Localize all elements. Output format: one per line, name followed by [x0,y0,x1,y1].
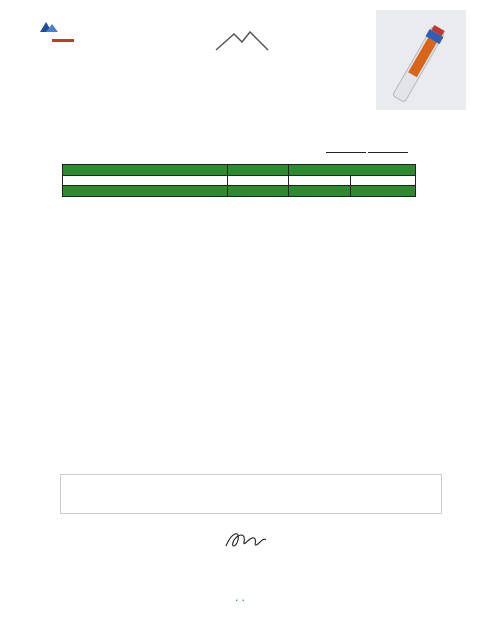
table-subheader [63,175,416,186]
results-header [289,165,416,176]
customer-info [38,87,92,88]
anab-bar [52,39,74,42]
table-header [63,165,416,176]
footer: • • [234,598,246,604]
analysis-date [368,152,408,153]
altitude-logo [196,30,288,57]
pct-header [289,175,350,186]
totals-pct-header [289,186,350,197]
totals-mgg-header [350,186,415,197]
mgg-header [350,175,415,186]
totals-title [63,186,228,197]
sample-photo [376,10,466,110]
cannabinoid-bar-chart [34,412,446,474]
signature [222,528,268,552]
chart-legend [60,474,442,514]
results-table [62,164,416,197]
lod-header [227,175,288,186]
totals-header [63,186,416,197]
anab-mark-icon [38,21,88,33]
syringe-image [376,10,466,110]
mountain-icon [212,30,272,52]
extraction-date [326,152,366,153]
anab-logo [38,20,88,43]
analytes-header [63,165,228,176]
